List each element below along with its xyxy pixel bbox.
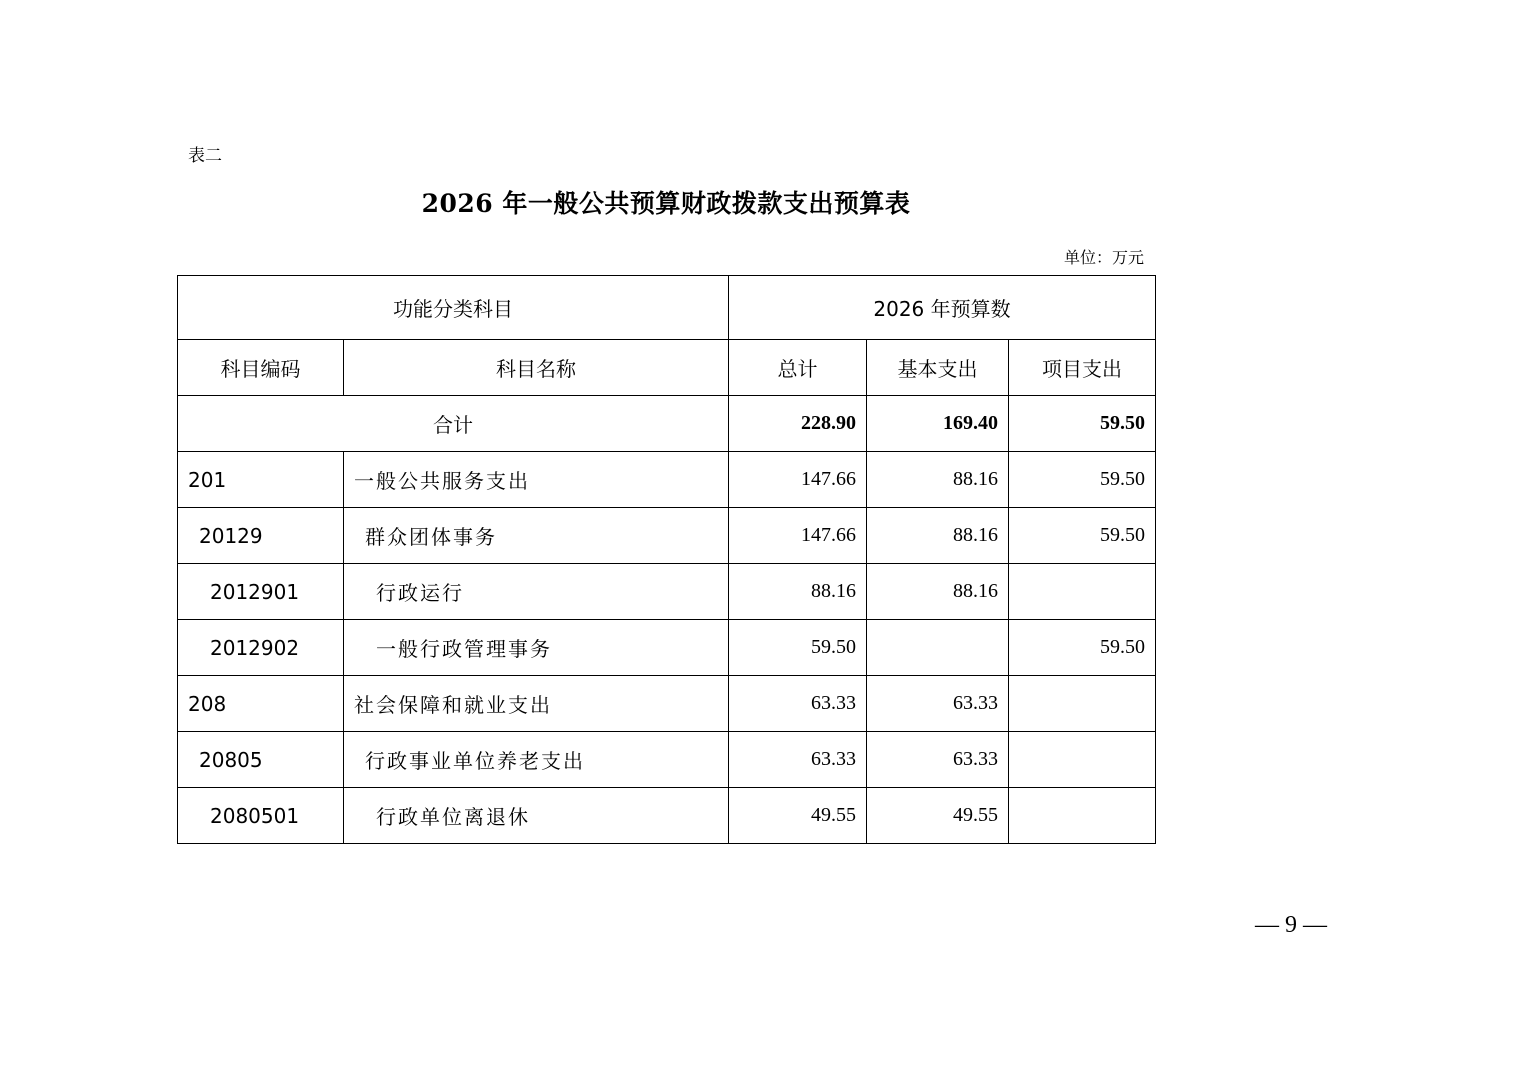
table-row [178,676,1156,732]
table-row [178,788,1156,844]
row-total: 147.66 [729,508,867,564]
row-total: 88.16 [729,564,867,620]
row-name: 一般公共服务支出 [344,452,729,508]
header-budget-amount: 2026 年预算数 [729,276,1156,340]
total-row [178,396,1156,452]
row-total: 147.66 [729,452,867,508]
header-functional-classification: 功能分类科目 [178,276,729,340]
row-project [1009,564,1156,620]
row-code: 2012902 [178,620,344,676]
row-basic: 88.16 [867,564,1009,620]
row-name: 一般行政管理事务 [344,620,729,676]
row-project [1009,788,1156,844]
row-project [1009,732,1156,788]
header-row-columns [178,340,1156,396]
total-basic: 169.40 [867,396,1009,452]
table-row [178,452,1156,508]
row-code: 2080501 [178,788,344,844]
row-basic: 49.55 [867,788,1009,844]
row-total: 59.50 [729,620,867,676]
unit-label: 单位：万元 [1063,248,1144,267]
row-project: 59.50 [1009,620,1156,676]
row-code: 20129 [178,508,344,564]
total-label: 合计 [178,396,729,452]
row-name: 行政单位离退休 [344,788,729,844]
header-code: 科目编码 [178,340,344,396]
total-project: 59.50 [1009,396,1156,452]
row-code: 201 [178,452,344,508]
row-name: 群众团体事务 [344,508,729,564]
row-basic [867,620,1009,676]
row-basic: 63.33 [867,732,1009,788]
header-project: 项目支出 [1009,340,1156,396]
table-row [178,508,1156,564]
page-number: — 9 — [1255,912,1327,938]
table-row [178,564,1156,620]
row-total: 49.55 [729,788,867,844]
row-project: 59.50 [1009,508,1156,564]
row-total: 63.33 [729,676,867,732]
table-label: 表二 [188,146,222,166]
row-basic: 88.16 [867,508,1009,564]
row-name: 行政事业单位养老支出 [344,732,729,788]
header-basic: 基本支出 [867,340,1009,396]
row-basic: 88.16 [867,452,1009,508]
budget-table [177,275,1156,844]
row-name: 行政运行 [344,564,729,620]
row-code: 208 [178,676,344,732]
table-row [178,732,1156,788]
row-basic: 63.33 [867,676,1009,732]
row-name: 社会保障和就业支出 [344,676,729,732]
total-total: 228.90 [729,396,867,452]
row-project: 59.50 [1009,452,1156,508]
header-total: 总计 [729,340,867,396]
row-code: 20805 [178,732,344,788]
page-title: 2026 年一般公共预算财政拨款支出预算表 [421,189,911,218]
row-project [1009,676,1156,732]
row-code: 2012901 [178,564,344,620]
header-name: 科目名称 [344,340,729,396]
table-row [178,620,1156,676]
header-row-group [178,276,1156,340]
row-total: 63.33 [729,732,867,788]
